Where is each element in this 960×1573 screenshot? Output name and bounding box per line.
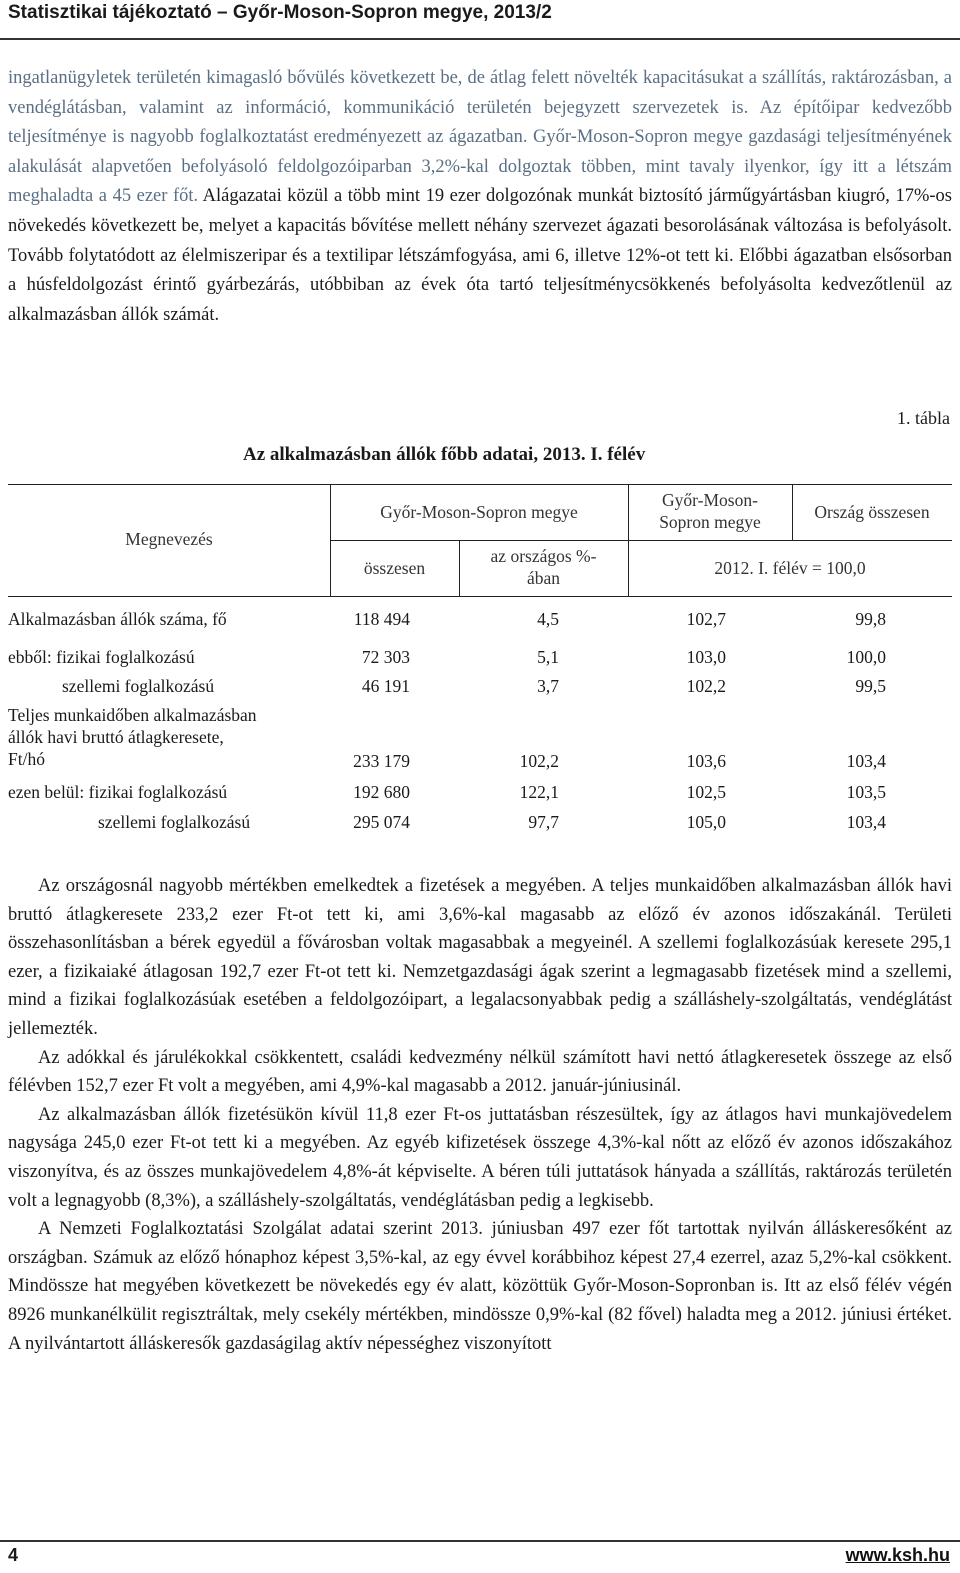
intro-text-c: Alágazatai közül a több mint 19 ezer dolgozónak munkát biztosító járműgyártásban kiugró, 17%-os növekedés következett be, melyet a kapacitás bővítése mellett néhány szervezet ágazati besorolásának változása is befolyásolt. Tovább folytatódott az élelmiszeripar és a textilipar létszámfogyása, ami 6, illetve 12%-ot tett ki. Előbbi ágazatban elsősorban a húsfeldolgozást érintő gyárbezárás, utóbbiban az évek óta tartó teljesítménycsökkenés befolyásolta kedvezőtlenül az alkalmazásban állók számát. [8, 186, 952, 325]
header-county-group: Győr-Moson-Sopron megye [380, 502, 578, 522]
paragraph: Az alkalmazásban állók fizetésükön kívül 11,8 ezer Ft-os juttatásban részesültek, így az átlagos havi munkajövedelem nagysága 245,0 ezer Ft-ot tett ki a megyében. Az egyéb kifizetések összege 4,3%-kal nőtt az előző év azonos időszakához viszonyítva, és az összes munkajövedelem 4,8%-át képviselte. A béren túli juttatások hányada a szállítás, raktározás területén volt a legnagyobb (8,3%), a szálláshely-szolgáltatás, vendéglátásban pedig a legkisebb. [8, 1104, 952, 1211]
cell-share: 4,5 [537, 609, 559, 629]
body-text [8, 872, 952, 1358]
header-total: összesen [363, 558, 426, 578]
cell-total: 72 303 [361, 647, 410, 667]
paragraph: A Nemzeti Foglalkoztatási Szolgálat adatai szerint 2013. júniusban 497 ezer főt tartottak nyilván álláskeresőként az országban. Számuk az előző hónaphoz képest 3,5%-kal, az egy évvel korábbihoz képest 27,4 ezerrel, azaz 5,2%-kal csökkent. Mindössze hat megyében következett be növekedés egy év alatt, közöttük Győr-Moson-Sopronban is. Itt az első félév végén 8926 munkanélkülit regisztráltak, mely csekély mértékben, mindössze 0,9%-kal (82 fővel) haladta meg a 2012. júniusi értéket. A nyilvántartott álláskeresők gazdaságilag aktív népességhez viszonyított [8, 1219, 952, 1354]
document-header: Statisztikai tájékoztató – Győr-Moson-Sopron megye, 2013/2 [8, 2, 552, 23]
cell-share: 102,2 [519, 751, 559, 771]
cell-county-index: 102,2 [686, 676, 726, 696]
paragraph: Az országosnál nagyobb mértékben emelkedtek a fizetések a megyében. A teljes munkaidőben alkalmazásban állók havi bruttó átlagkeresete 233,2 ezer Ft-ot tett ki, ami 3,6%-kal magasabb az előző év azonos időszakánál. Területi összehasonlításban a bérek egyedül a fővárosban voltak magasabbak a megyeinél. A szellemi foglalkozásúak keresete 295,1 ezer, a fizikaiaké átlagosan 192,7 ezer Ft-ot tett ki. Nemzetgazdasági ágak szerint a legmagasabb fizetések mind a szellemi, mind a fizikai foglalkozásúak esetében a feldolgozóipart, a legalacsonyabbak pedig a szálláshely-szolgáltatás, vendéglátást jellemezték. [8, 876, 952, 1039]
header-name: Megnevezés [125, 529, 213, 549]
cell-county-index: 102,5 [686, 782, 726, 802]
row-label-line1: Teljes munkaidőben alkalmazásban [8, 705, 257, 725]
header-country: Ország összesen [814, 502, 930, 522]
website-link[interactable]: www.ksh.hu [845, 1545, 950, 1565]
header-base-rule [628, 540, 952, 541]
cell-total: 118 494 [353, 609, 410, 629]
cell-county-index: 103,6 [686, 751, 726, 771]
cell-share: 5,1 [537, 647, 559, 667]
row-label-line3: Ft/hó [8, 749, 45, 769]
cell-total: 233 179 [353, 751, 410, 771]
row-label: Alkalmazásban állók száma, fő [8, 609, 227, 629]
table-number: 1. tábla [897, 408, 950, 428]
row-label: szellemi foglalkozású [98, 812, 251, 832]
table-title: Az alkalmazásban állók főbb adatai, 2013. I. félév [243, 444, 646, 465]
paragraph: Az adókkal és járulékokkal csökkentett, családi kedvezmény nélkül számított havi nettó átlagkeresetek összege az első félévben 152,7 ezer Ft volt a megyében, ami 4,9%-kal magasabb a 2012. január-júniusinál. [8, 1047, 952, 1097]
intro-text-a: ingatlanügyletek területén kimagasló bővülés következett be, de átlag felett növelték kapacitásukat a szállítás, raktározásban, a vendéglátásban, valamint az információ, kommunikáció területén bejegyzett szervezetek is. Az építőipar kedvezőbb teljesítménye is nagyobb foglalkoztatást eredményezett az ágazatban. [8, 68, 952, 148]
cell-share: 122,1 [519, 782, 559, 802]
table-top-rule [8, 484, 952, 485]
row-label-line2: állók havi bruttó átlagkeresete, [8, 727, 224, 747]
cell-country-index: 103,4 [846, 751, 886, 771]
cell-country-index: 103,4 [846, 812, 886, 832]
row-label [8, 704, 257, 770]
cell-country-index: 100,0 [846, 647, 886, 667]
footer-divider [0, 1540, 960, 1542]
header-county-index [628, 489, 792, 533]
cell-country-index: 99,5 [855, 676, 886, 696]
cell-country-index: 99,8 [855, 609, 886, 629]
row-label: ezen belül: fizikai foglalkozású [8, 782, 228, 802]
cell-county-index: 102,7 [686, 609, 726, 629]
row-label: ebből: fizikai foglalkozású [8, 647, 195, 667]
header-sub-rule [330, 540, 628, 541]
row-label: szellemi foglalkozású [62, 676, 215, 696]
cell-total: 295 074 [353, 812, 410, 832]
cell-total: 192 680 [353, 782, 410, 802]
cell-total: 46 191 [361, 676, 410, 696]
page-number: 4 [8, 1545, 19, 1565]
header-county-line2: Sopron megye [659, 512, 761, 532]
intro-text-b: Győr-Moson-Sopron megye gazdasági teljesítményének alakulását alapvetően befolyásoló feldolgozóiparban 3,2%-kal dolgoztak többen, mint tavaly ilyenkor, így itt a létszám meghaladta a 45 ezer főt. [8, 127, 952, 207]
header-share [459, 545, 628, 589]
header-county-line1: Győr-Moson- [662, 490, 758, 510]
intro-paragraph [8, 64, 952, 330]
cell-share: 3,7 [537, 676, 559, 696]
cell-country-index: 103,5 [846, 782, 886, 802]
cell-share: 97,7 [528, 812, 559, 832]
header-divider [0, 38, 960, 40]
cell-county-index: 103,0 [686, 647, 726, 667]
header-share-line1: az országos %- [490, 546, 597, 566]
header-base: 2012. I. félév = 100,0 [714, 558, 866, 578]
cell-county-index: 105,0 [686, 812, 726, 832]
header-share-line2: ában [526, 568, 561, 588]
header-bottom-rule [8, 596, 952, 597]
